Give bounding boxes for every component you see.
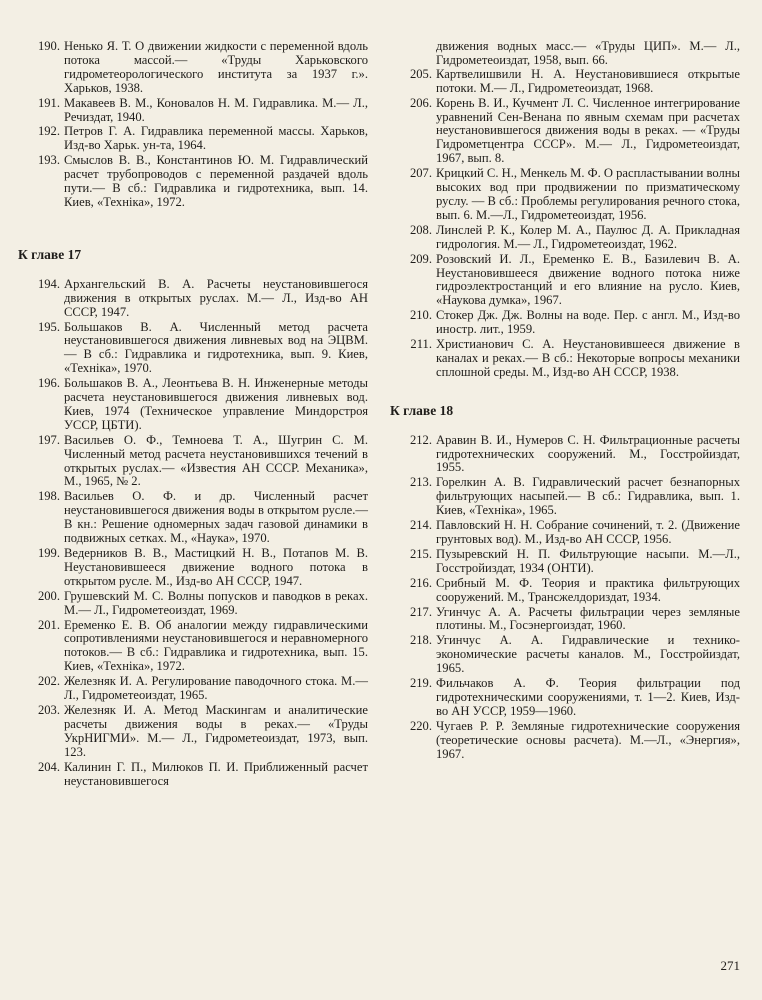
reference-number: 216. [409,575,432,590]
reference-entry [390,68,740,96]
reference-number: 196. [37,376,60,391]
reference-entry [18,761,368,789]
reference-text: Большаков В. А., Леонтьева В. Н. Инженерные методы расчета неустановившегося движения ливневых вод. Киев, 1974 (Техническое управление Миндорстроя УССР, ЦБТИ). [64,376,368,432]
reference-text: Угинчус А. А. Расчеты фильтрации через земляные плотины. М., Госэнергоиздат, 1960. [436,604,740,633]
reference-entry [390,634,740,676]
reference-text: Чугаев Р. Р. Земляные гидротехнические сооружения (теоретические основы расчета). М.—Л., «Энергия», 1967. [436,718,740,761]
reference-number: 219. [409,676,432,691]
reference-entry [18,619,368,675]
reference-entry [18,547,368,589]
reference-entry [390,434,740,476]
reference-text: Макавеев В. М., Коновалов Н. М. Гидравлика. М.— Л., Речиздат, 1940. [64,95,368,124]
reference-number: 217. [409,604,432,619]
reference-text: Петров Г. А. Гидравлика переменной массы. Харьков, Изд-во Харьк. ун-та, 1964. [64,124,368,153]
reference-text: Корень В. И., Кучмент Л. С. Численное интегрирование уравнений Сен-Венана по явным схемам при расчетах неустановившегося движения воды в реках. — «Труды Гидрометцентра СССР». М.— Л., Гидрометеоиздат, 1967, вып. 8. [436,95,740,166]
reference-number: 207. [409,166,432,181]
reference-text: Картвелишвили Н. А. Неустановившиеся открытые потоки. М.— Л., Гидрометеоиздат, 1968. [436,66,740,95]
reference-entry [18,704,368,760]
section-heading-chapter-17: К главе 17 [18,246,82,262]
reference-entry [18,154,368,210]
reference-entry [18,434,368,490]
reference-continuation: движения водных масс.— «Труды ЦИП». М.— Л., Гидрометеоиздат, 1958, вып. 66. [436,39,740,67]
reference-entry [390,677,740,719]
reference-number: 220. [409,718,432,733]
reference-text: Горелкин А. В. Гидравлический расчет безнапорных фильтрующих насыпей.— В сб.: Гидравлика, вып. 1. Киев, «Техніка», 1965. [436,475,740,518]
reference-number: 206. [409,95,432,110]
reference-entry [18,40,368,96]
reference-number: 191. [37,95,60,110]
reference-entry [390,224,740,252]
reference-text: Пузыревский Н. П. Фильтрующие насыпи. М.—Л., Госстройиздат, 1934 (ОНТИ). [436,546,740,575]
reference-entry [390,309,740,337]
reference-text: Линслей Р. К., Колер М. А., Паулюс Д. А. Прикладная гидрология. М.— Л., Гидрометеоиздат, 1962. [436,222,740,251]
reference-number: 197. [37,432,60,447]
reference-number: 193. [37,153,60,168]
reference-text: Железняк И. А. Метод Маскингам и аналитические расчеты движения воды в реках.— «Труды УкрНИГМИ». М.— Л., Гидрометеоиздат, 1973, вып. 123. [64,702,368,759]
reference-text: Смыслов В. В., Константинов Ю. М. Гидравлический расчет трубопроводов с переменной раздачей вдоль пути.— В сб.: Гидравлика и гидротехника, вып. 14. Киев, «Техніка», 1972. [64,153,368,209]
reference-entry [18,590,368,618]
page-number: 271 [720,958,740,973]
reference-entry [390,606,740,634]
reference-text: Ненько Я. Т. О движении жидкости с переменной вдоль потока массой.— «Труды Харьковского гидрометеорологического института за 1937 г.». Харьков, 1938. [64,39,368,95]
reference-entry [390,548,740,576]
reference-number: 199. [37,546,60,560]
reference-text: Угинчус А. А. Гидравлические и технико-экономические расчеты каналов. М., Госстройиздат, 1965. [436,633,740,676]
right-column [390,40,740,763]
reference-number: 205. [409,66,432,81]
reference-text: Розовский И. Л., Еременко Е. В., Базилевич В. А. Неустановившееся движение водного потока ниже гидроэлектростанций и его влияние на русло. Киев, «Наукова думка», 1967. [436,251,740,308]
reference-text: Большаков В. А. Численный метод расчета неустановившегося движения ливневых вод на ЭЦВМ.— В сб.: Гидравлика и гидротехника, вып. 9. Киев, «Техніка», 1970. [64,319,368,376]
reference-text: Аравин В. И., Нумеров С. Н. Фильтрационные расчеты гидротехнических сооружений. М., Госстройиздат, 1955. [436,432,740,475]
reference-number: 201. [37,617,60,632]
reference-number: 195. [37,319,60,334]
reference-number: 208. [409,222,432,237]
reference-text: Грушевский М. С. Волны попусков и паводков в реках. М.— Л., Гидрометеоиздат, 1969. [64,588,368,617]
reference-entry [18,125,368,153]
reference-entry [390,167,740,223]
reference-text: Еременко Е. В. Об аналогии между гидравлическими сопротивлениями неустановившегося и неравномерного потоков.— В сб.: Гидравлика и гидротехника, вып. 15. Киев, «Техніка», 1972. [64,617,368,674]
reference-number: 214. [409,518,432,533]
reference-list-b [18,278,368,789]
reference-number: 200. [37,588,60,603]
reference-number: 218. [409,633,432,648]
reference-number: 211. [410,337,432,352]
reference-list-d [390,434,740,762]
reference-number: 202. [37,674,60,689]
reference-text: Фильчаков А. Ф. Теория фильтрации под гидротехническими сооружениями, т. 1—2. Киев, Изд-во АН УССР, 1959—1960. [436,676,740,718]
reference-text: Срибный М. Ф. Теория и практика фильтрующих сооружений. М., Трансжелдориздат, 1934. [436,575,740,604]
reference-text: Павловский Н. Н. Собрание сочинений, т. 2. (Движение грунтовых вод). М., Изд-во АН СССР, 1956. [436,518,740,546]
reference-entry [18,321,368,377]
reference-number: 194. [37,276,60,291]
reference-text: Крицкий С. Н., Менкель М. Ф. О распластывании волны высоких вод при продвижении по призматическому руслу. — В сб.: Проблемы регулирования речного стока, вып. 6. М.—Л., Гидрометеоиздат, 1956. [436,166,740,222]
reference-number: 213. [409,475,432,490]
reference-entry [18,675,368,703]
reference-list-c [390,68,740,380]
reference-number: 209. [409,251,432,266]
reference-entry [18,278,368,320]
reference-text: Васильев О. Ф., Темноева Т. А., Шугрин С. М. Численный метод расчета неустановившихся течений в открытых руслах.— «Известия АН СССР. Механика», М., 1965, № 2. [64,432,368,489]
reference-number: 192. [37,124,60,139]
reference-entry [390,720,740,762]
reference-number: 204. [37,759,60,774]
left-column [18,40,368,789]
reference-text: Калинин Г. П., Милюков П. И. Приближенный расчет неустановившегося [64,759,368,788]
reference-entry [390,476,740,518]
reference-entry [18,377,368,433]
reference-entry [390,253,740,309]
reference-list-a [18,40,368,210]
reference-text: Васильев О. Ф. и др. Численный расчет неустановившегося движения воды в открытом русле.— В кн.: Решение одномерных задач газовой динамики в подвижных сетках. М., «Наука», 1970. [64,489,368,546]
reference-entry [390,97,740,167]
reference-number: 203. [37,702,60,717]
reference-number: 212. [409,432,432,447]
reference-text: Ведерников В. В., Мастицкий Н. В., Потапов М. В. Неустановившееся движение водного потока в открытом русле. М., Изд-во АН СССР, 1947. [64,546,368,588]
section-heading-chapter-18: К главе 18 [390,402,454,418]
reference-entry [18,97,368,125]
reference-number: 215. [409,546,432,561]
reference-entry [390,577,740,605]
reference-entry [390,338,740,380]
reference-number: 210. [409,308,432,323]
reference-entry [18,490,368,546]
reference-number: 190. [37,39,60,53]
reference-number: 198. [37,489,60,504]
reference-entry [390,519,740,547]
reference-text: Архангельский В. А. Расчеты неустановившегося движения в открытых руслах. М.— Л., Изд-во АН СССР, 1947. [64,276,368,319]
reference-text: Железняк И. А. Регулирование паводочного стока. М.— Л., Гидрометеоиздат, 1965. [64,674,368,703]
reference-text: Христианович С. А. Неустановившееся движение в каналах и реках.— В сб.: Некоторые вопросы механики сплошной среды. М., Изд-во АН СССР, 1938. [436,337,740,379]
reference-text: Стокер Дж. Дж. Волны на воде. Пер. с англ. М., Изд-во иностр. лит., 1959. [436,308,740,337]
